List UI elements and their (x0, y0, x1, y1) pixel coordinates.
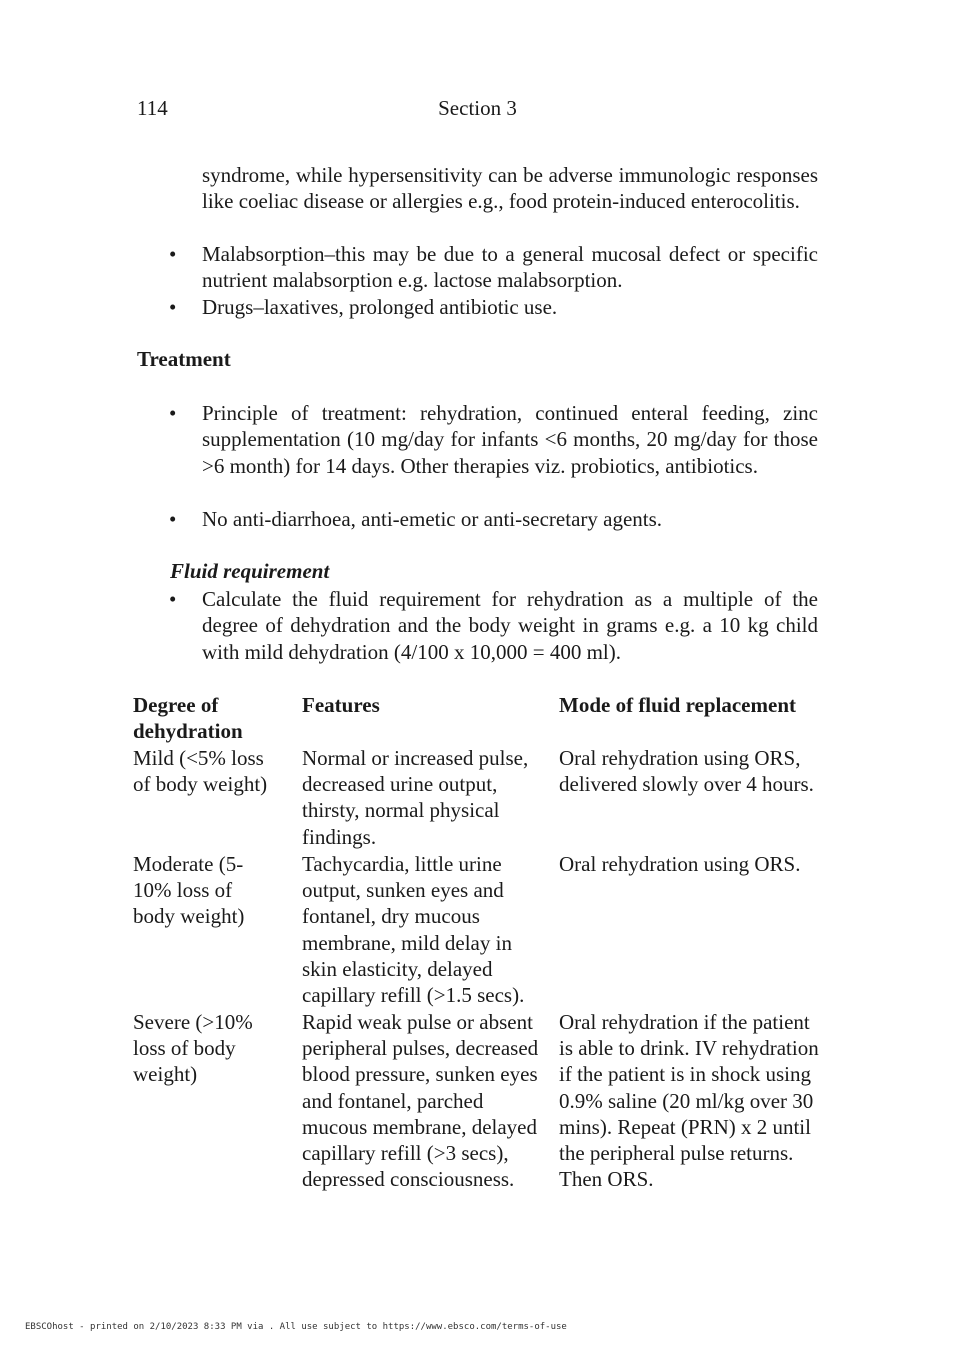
continuation-paragraph: syndrome, while hypersensitivity can be adverse immunologic responses like coeliac disease or allergies e.g., food protein-induced enterocolitis. (202, 163, 818, 214)
table-cell: Moderate (5-10% loss of body weight) (133, 852, 245, 929)
table-cell: Severe (>10% loss of body weight) (133, 1010, 253, 1087)
fluid-requirement-heading: Fluid requirement (170, 559, 330, 583)
table-cell: Mild (<5% loss of body weight) (133, 746, 268, 797)
list-item-text: Calculate the fluid requirement for rehydration as a multiple of the degree of dehydration and the body weight in grams e.g. a 10 kg child with mild dehydration (4/100 x 10,000 = 400 ml). (202, 587, 818, 664)
table-cell: Oral rehydration using ORS. (559, 852, 801, 876)
table-cell: Oral rehydration using ORS, delivered slowly over 4 hours. (559, 746, 814, 797)
table-cell: Oral rehydration if the patient is able to drink. IV rehydration if the patient is in shock using 0.9% saline (20 ml/kg over 30 mins). Repeat (PRN) x 2 until the peripheral pulse returns. Then ORS. (559, 1010, 819, 1192)
list-item (169, 586, 818, 665)
bullet-icon: • (169, 587, 177, 611)
bullet-icon: • (169, 507, 177, 531)
bullet-icon: • (169, 242, 177, 266)
list-item (169, 400, 818, 479)
bullet-icon: • (169, 295, 177, 319)
list-item-text: Malabsorption–this may be due to a general mucosal defect or specific nutrient malabsorption e.g. lactose malabsorption. (202, 242, 818, 293)
list-item (169, 241, 818, 294)
treatment-heading: Treatment (137, 347, 231, 371)
list-item (169, 506, 818, 532)
section-title: Section 3 (438, 96, 517, 120)
table-header-features: Features (302, 693, 380, 717)
table-cell: Normal or increased pulse, decreased urine output, thirsty, normal physical findings. (302, 746, 529, 849)
bullet-icon: • (169, 401, 177, 425)
table-cell: Tachycardia, little urine output, sunken eyes and fontanel, dry mucous membrane, mild delay in skin elasticity, delayed capillary refill (>1.5 secs). (302, 852, 525, 1008)
list-item-text: Drugs–laxatives, prolonged antibiotic use. (202, 295, 558, 319)
list-item-text: Principle of treatment: rehydration, continued enteral feeding, zinc supplementation (10 mg/day for infants <6 months, 20 mg/day for those >6 month) for 14 days. Other therapies viz. probiotics, antibiotics. (202, 401, 818, 478)
table-header-mode: Mode of fluid replacement (559, 693, 796, 717)
page-number: 114 (137, 96, 168, 120)
table-header-degree: Degree of dehydration (133, 693, 243, 744)
table-cell: Rapid weak pulse or absent peripheral pulses, decreased blood pressure, sunken eyes and fontanel, parched mucous membrane, delayed capillary refill (>3 secs), depressed consciousness. (302, 1010, 539, 1192)
list-item (169, 294, 818, 320)
footer-print-notice: EBSCOhost - printed on 2/10/2023 8:33 PM via . All use subject to https://www.ebsco.com/terms-of-use (25, 1322, 567, 1332)
list-item-text: No anti-diarrhoea, anti-emetic or anti-secretary agents. (202, 507, 663, 531)
